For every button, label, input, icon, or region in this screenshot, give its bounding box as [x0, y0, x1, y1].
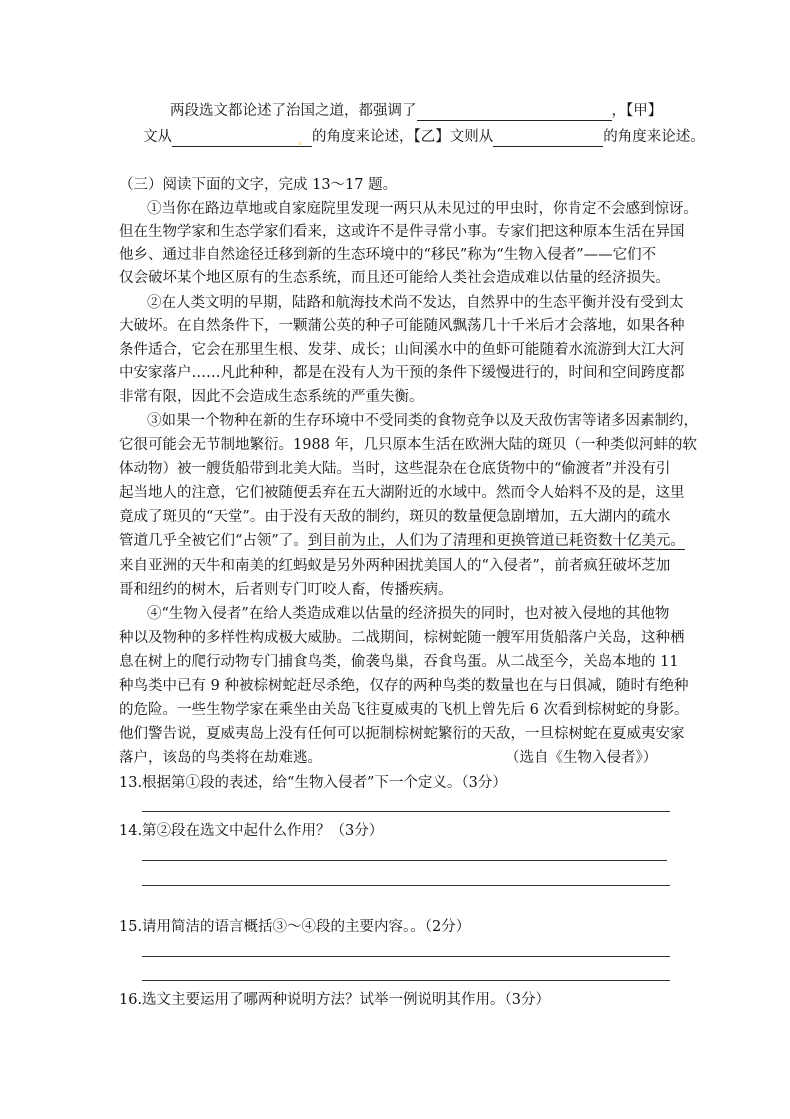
passage-text: 管道几乎全被它们“占领”了。	[119, 533, 308, 549]
answer-line[interactable]	[142, 860, 667, 861]
passage-line: 种以及物种的多样性构成极大威胁。二战期间，棕树蛇随一艘军用货船落户关岛，这种栖	[119, 630, 685, 646]
stray-mark: 。	[298, 136, 308, 147]
passage-line: 起当地人的注意，它们被随便丢弃在五大湖附近的水域中。然而令人始料不及的是，这里	[119, 485, 685, 501]
passage-line: 体动物）被一艘货船带到北美大陆。当时，这些混杂在仓底货物中的“偷渡者”并没有引	[119, 461, 671, 477]
intro-line-1	[170, 101, 662, 121]
passage-line: 非常有限，因此不会造成生态系统的严重失衡。	[119, 389, 424, 405]
passage-line: 落户，该岛的鸟类将在劫难逃。	[119, 750, 322, 766]
intro-text: 的角度来论述，【乙】文则从	[312, 129, 494, 145]
passage-line: 来自亚洲的天牛和南美的红蚂蚁是另外两种困扰美国人的“入侵者”，前者疯狂破坏芝加	[119, 558, 671, 574]
passage-line: 他们警告说，夏威夷岛上没有任何可以扼制棕树蛇繁衍的天敌，一旦棕树蛇在夏威夷安家	[119, 726, 685, 742]
passage-line: 的危险。一些生物学家在乘坐由关岛飞往夏威夷的飞机上曾先后 6 次看到棕树蛇的身影。	[119, 702, 689, 718]
answer-line[interactable]	[142, 885, 670, 886]
passage-line: 条件适合，它会在那里生根、发芽、成长；山间溪水中的鱼虾可能随着水流游到大江大河	[119, 342, 685, 358]
passage-line: 竟成了斑贝的“天堂”。由于没有天敌的制约，斑贝的数量便急剧增加，五大湖内的疏水	[119, 509, 671, 525]
passage-line: 大破坏。在自然条件下，一颗蒲公英的种子可能随风飘荡几十千米后才会落地，如果各种	[119, 318, 685, 334]
intro-text: 文从	[143, 129, 172, 145]
answer-blank[interactable]	[493, 130, 603, 147]
source-citation: （选自《生物入侵者》）	[505, 750, 658, 766]
answer-blank[interactable]	[172, 130, 312, 147]
passage-line: 息在树上的爬行动物专门捕食鸟类，偷袭鸟巢，吞食鸟蛋。从二战至今，关岛本地的 11	[119, 654, 679, 670]
passage-line: ③如果一个物种在新的生存环境中不受同类的食物竞争以及天敌伤害等诸多因素制约，	[147, 413, 698, 429]
passage-line: ②在人类文明的早期，陆路和航海技术尚不发达，自然界中的生态平衡并没有受到太	[147, 295, 684, 311]
intro-text: 的角度来论述。	[603, 129, 705, 145]
passage-line: 它很可能会无节制地繁衍。1988 年，几只原本生活在欧洲大陆的斑贝（一种类似河蚌的软	[119, 437, 698, 453]
passage-line	[119, 531, 685, 551]
answer-line[interactable]	[142, 980, 670, 981]
question-15: 15.请用简洁的语言概括③～④段的主要内容。。（2分）	[119, 919, 471, 935]
passage-line: 中安家落户……凡此种种，都是在没有人为干预的条件下缓慢进行的，时间和空间跨度都	[119, 365, 685, 381]
passage-line: ④“生物入侵者”在给人类造成难以估量的经济损失的同时，也对被入侵地的其他物	[147, 606, 670, 622]
intro-line-2	[143, 127, 705, 147]
intro-text: 两段选文都论述了治国之道，都强调了	[170, 103, 417, 119]
question-14: 14.第②段在选文中起什么作用？（3分）	[119, 823, 384, 839]
passage-line: 哥和纽约的树木，后者则专门叮咬人畜，传播疾病。	[119, 582, 453, 598]
section-title: （三）阅读下面的文字，完成 13～17 题。	[119, 177, 398, 193]
passage-line: 他乡、通过非自然途径迁移到新的生态环境中的“移民”称为“生物入侵者”——它们不	[119, 247, 657, 263]
intro-text: ，【甲】	[611, 103, 663, 119]
underlined-sentence: 到目前为止，人们为了清理和更换管道已耗资数十亿美元。	[307, 533, 685, 549]
passage-line: ①当你在路边草地或自家庭院里发现一两只从未见过的甲虫时，你肯定不会感到惊讶。	[147, 201, 698, 217]
answer-blank[interactable]	[417, 104, 612, 121]
passage-line: 种鸟类中已有 9 种被棕树蛇赶尽杀绝，仅存的两种鸟类的数量也在与日俱减，随时有绝种	[119, 678, 689, 694]
passage-line: 但在生物学家和生态学家们看来，这或许不是件寻常小事。专家们把这种原本生活在异国	[119, 224, 685, 240]
question-13: 13.根据第①段的表述，给“生物入侵者”下一个定义。（3分）	[119, 775, 507, 791]
answer-line[interactable]	[142, 956, 670, 957]
answer-line[interactable]	[142, 811, 670, 812]
passage-line: 仅会破坏某个地区原有的生态系统，而且还可能给人类社会造成难以估量的经济损失。	[119, 270, 670, 286]
question-16: 16.选文主要运用了哪两种说明方法？试举一例说明其作用。（3分）	[119, 992, 551, 1008]
